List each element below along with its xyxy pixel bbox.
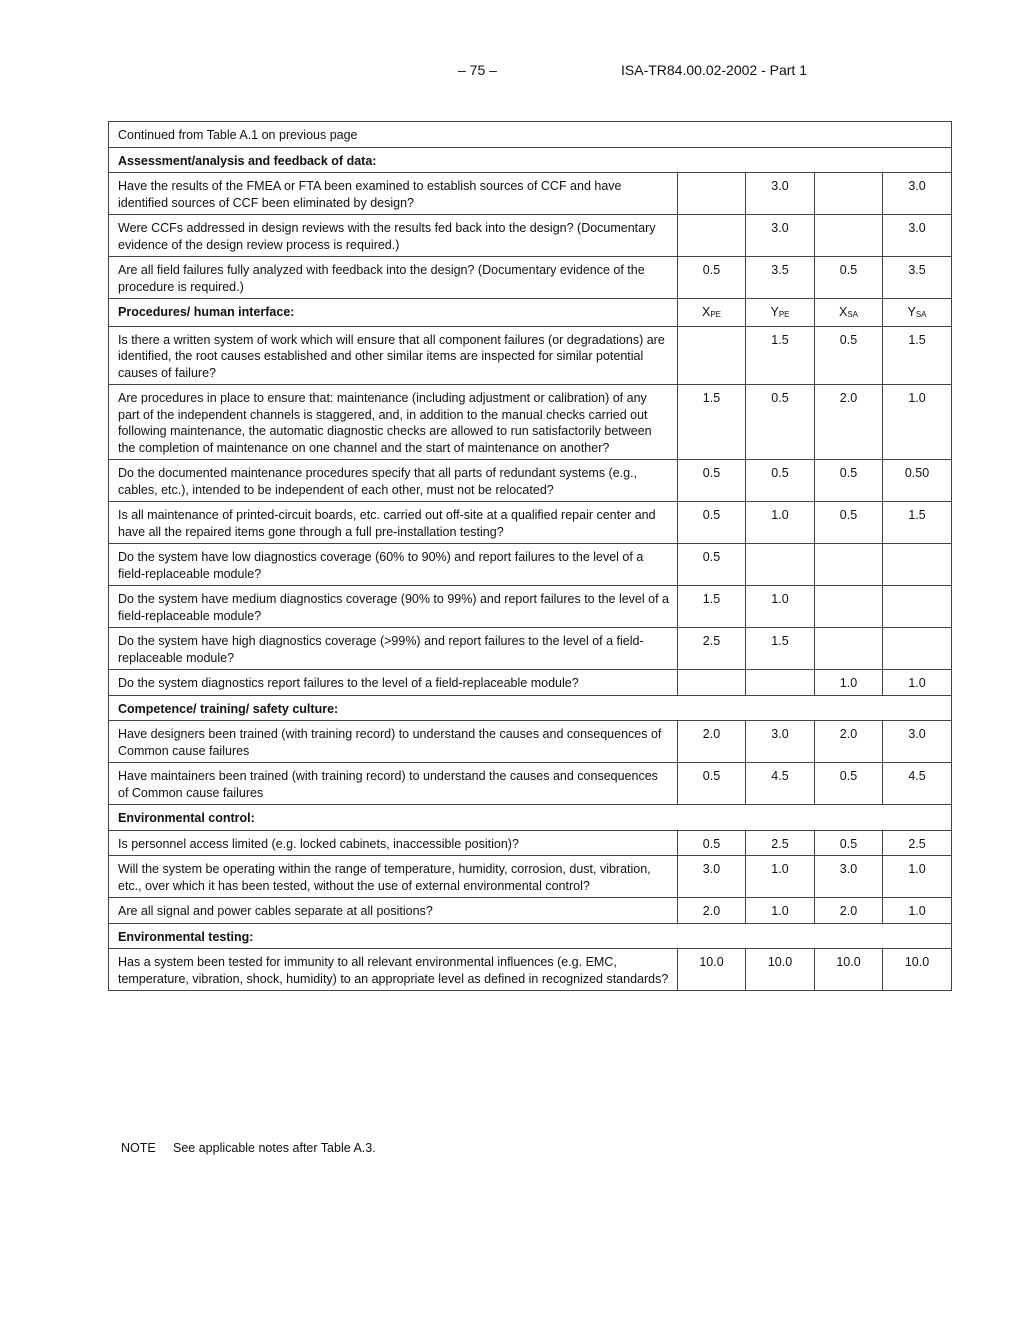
score-cell: 1.0 bbox=[746, 856, 815, 898]
score-cell: 1.5 bbox=[746, 326, 815, 385]
table-row bbox=[109, 763, 952, 805]
score-cell: 1.0 bbox=[883, 385, 952, 460]
question-cell: Is there a written system of work which will ensure that all component failures (or degradations) are identified, the root causes established and other similar items are inspected for similar potential causes of failure? bbox=[109, 326, 678, 385]
score-cell: 3.0 bbox=[746, 721, 815, 763]
score-cell: 10.0 bbox=[746, 949, 815, 991]
table-row bbox=[109, 460, 952, 502]
section-title: Procedures/ human interface: bbox=[109, 299, 678, 327]
table-row bbox=[109, 215, 952, 257]
continued-row bbox=[109, 122, 952, 148]
score-cell bbox=[746, 544, 815, 586]
score-cell: 2.5 bbox=[883, 830, 952, 856]
score-cell: 3.0 bbox=[746, 215, 815, 257]
table-row bbox=[109, 586, 952, 628]
score-cell: 2.5 bbox=[746, 830, 815, 856]
table-row bbox=[109, 544, 952, 586]
score-cell: 0.5 bbox=[815, 257, 883, 299]
score-cell: 1.0 bbox=[746, 898, 815, 924]
score-cell: 0.5 bbox=[678, 763, 746, 805]
score-cell bbox=[815, 586, 883, 628]
symbol-subscript: SA bbox=[847, 310, 858, 319]
section-header-row bbox=[109, 695, 952, 721]
score-cell: 3.0 bbox=[883, 215, 952, 257]
question-cell: Do the documented maintenance procedures specify that all parts of redundant systems (e.g., cables, etc.), intended to be independent of each other, must not be relocated? bbox=[109, 460, 678, 502]
score-cell: 0.5 bbox=[815, 502, 883, 544]
score-cell: 3.0 bbox=[815, 856, 883, 898]
score-cell: 1.0 bbox=[746, 502, 815, 544]
score-cell: 0.5 bbox=[815, 460, 883, 502]
score-cell: 0.50 bbox=[883, 460, 952, 502]
document-id: ISA-TR84.00.02-2002 - Part 1 bbox=[621, 62, 807, 78]
column-symbol bbox=[883, 299, 952, 327]
score-cell: 1.5 bbox=[883, 502, 952, 544]
score-cell: 1.0 bbox=[883, 856, 952, 898]
section-title: Environmental control: bbox=[109, 805, 952, 831]
ccf-scoring-table bbox=[108, 121, 952, 991]
score-cell: 0.5 bbox=[678, 257, 746, 299]
question-cell: Do the system have low diagnostics coverage (60% to 90%) and report failures to the level of a field-replaceable module? bbox=[109, 544, 678, 586]
score-cell: 3.5 bbox=[746, 257, 815, 299]
score-cell: 2.0 bbox=[678, 721, 746, 763]
table-row bbox=[109, 628, 952, 670]
table-row bbox=[109, 326, 952, 385]
score-cell: 0.5 bbox=[678, 544, 746, 586]
score-cell: 0.5 bbox=[746, 385, 815, 460]
question-cell: Do the system diagnostics report failures to the level of a field-replaceable module? bbox=[109, 670, 678, 696]
score-cell: 0.5 bbox=[678, 502, 746, 544]
score-cell: 2.0 bbox=[815, 721, 883, 763]
question-cell: Have designers been trained (with training record) to understand the causes and consequences of Common cause failures bbox=[109, 721, 678, 763]
score-cell: 3.0 bbox=[883, 173, 952, 215]
section-title: Environmental testing: bbox=[109, 923, 952, 949]
section-header-row bbox=[109, 147, 952, 173]
score-cell bbox=[815, 628, 883, 670]
score-cell bbox=[678, 173, 746, 215]
score-cell bbox=[678, 326, 746, 385]
score-cell: 0.5 bbox=[746, 460, 815, 502]
table-row bbox=[109, 830, 952, 856]
score-cell: 1.0 bbox=[815, 670, 883, 696]
question-cell: Do the system have high diagnostics coverage (>99%) and report failures to the level of a field-replaceable module? bbox=[109, 628, 678, 670]
column-symbol bbox=[815, 299, 883, 327]
symbol-subscript: PE bbox=[710, 310, 721, 319]
symbol-base: X bbox=[838, 305, 848, 319]
question-cell: Will the system be operating within the range of temperature, humidity, corrosion, dust, vibration, etc., over which it has been tested, without the use of external environmental control? bbox=[109, 856, 678, 898]
continued-note: Continued from Table A.1 on previous page bbox=[109, 122, 952, 148]
score-cell bbox=[815, 215, 883, 257]
score-cell: 10.0 bbox=[815, 949, 883, 991]
score-cell: 1.0 bbox=[746, 586, 815, 628]
score-cell bbox=[678, 670, 746, 696]
page-number: – 75 – bbox=[458, 62, 497, 78]
table-row bbox=[109, 670, 952, 696]
score-cell bbox=[746, 670, 815, 696]
score-cell: 4.5 bbox=[883, 763, 952, 805]
question-cell: Have the results of the FMEA or FTA been examined to establish sources of CCF and have identified sources of CCF been eliminated by design? bbox=[109, 173, 678, 215]
note-label: NOTE bbox=[121, 1141, 156, 1155]
question-cell: Are procedures in place to ensure that: maintenance (including adjustment or calibration) of any part of the independent channels is staggered, and, in addition to the manual checks carried out following maintenance, the automatic diagnostic checks are allowed to run satisfactorily between the completion of maintenance on one channel and the start of maintenance on another? bbox=[109, 385, 678, 460]
score-cell: 2.0 bbox=[678, 898, 746, 924]
score-cell: 1.5 bbox=[883, 326, 952, 385]
score-cell bbox=[883, 586, 952, 628]
score-cell bbox=[883, 544, 952, 586]
score-cell: 0.5 bbox=[815, 830, 883, 856]
column-symbol bbox=[746, 299, 815, 327]
score-cell: 4.5 bbox=[746, 763, 815, 805]
score-cell: 1.5 bbox=[678, 385, 746, 460]
symbol-base: Y bbox=[770, 305, 779, 319]
score-cell: 1.5 bbox=[678, 586, 746, 628]
score-cell: 0.5 bbox=[815, 763, 883, 805]
section-header-row bbox=[109, 923, 952, 949]
score-cell bbox=[815, 173, 883, 215]
question-cell: Are all signal and power cables separate at all positions? bbox=[109, 898, 678, 924]
symbol-base: X bbox=[701, 305, 711, 319]
question-cell: Has a system been tested for immunity to all relevant environmental influences (e.g. EMC, temperature, vibration, shock, humidity) to an appropriate level as defined in recognized standards? bbox=[109, 949, 678, 991]
section-header-row bbox=[109, 805, 952, 831]
score-cell: 2.0 bbox=[815, 898, 883, 924]
table-row bbox=[109, 949, 952, 991]
score-cell: 0.5 bbox=[678, 460, 746, 502]
question-cell: Do the system have medium diagnostics coverage (90% to 99%) and report failures to the level of a field-replaceable module? bbox=[109, 586, 678, 628]
note-text: See applicable notes after Table A.3. bbox=[173, 1141, 376, 1155]
score-cell: 10.0 bbox=[678, 949, 746, 991]
symbol-base: Y bbox=[907, 305, 916, 319]
section-header-row bbox=[109, 299, 952, 327]
score-cell bbox=[815, 544, 883, 586]
page-header bbox=[0, 62, 1024, 82]
table-row bbox=[109, 173, 952, 215]
question-cell: Have maintainers been trained (with training record) to understand the causes and consequences of Common cause failures bbox=[109, 763, 678, 805]
section-title: Competence/ training/ safety culture: bbox=[109, 695, 952, 721]
score-cell: 1.0 bbox=[883, 898, 952, 924]
score-cell: 1.5 bbox=[746, 628, 815, 670]
score-cell: 1.0 bbox=[883, 670, 952, 696]
score-cell bbox=[678, 215, 746, 257]
question-cell: Is personnel access limited (e.g. locked cabinets, inaccessible position)? bbox=[109, 830, 678, 856]
question-cell: Are all field failures fully analyzed with feedback into the design? (Documentary evidence of the procedure is required.) bbox=[109, 257, 678, 299]
score-cell: 3.0 bbox=[678, 856, 746, 898]
score-cell: 10.0 bbox=[883, 949, 952, 991]
score-cell: 2.0 bbox=[815, 385, 883, 460]
symbol-subscript: SA bbox=[915, 310, 927, 319]
question-cell: Were CCFs addressed in design reviews with the results fed back into the design? (Documentary evidence of the design review process is required.) bbox=[109, 215, 678, 257]
score-cell: 0.5 bbox=[815, 326, 883, 385]
column-symbol bbox=[678, 299, 746, 327]
score-cell bbox=[883, 628, 952, 670]
table-row bbox=[109, 856, 952, 898]
score-cell: 0.5 bbox=[678, 830, 746, 856]
table-row bbox=[109, 385, 952, 460]
table-row bbox=[109, 898, 952, 924]
section-title: Assessment/analysis and feedback of data: bbox=[109, 147, 952, 173]
score-cell: 2.5 bbox=[678, 628, 746, 670]
table-row bbox=[109, 257, 952, 299]
score-cell: 3.0 bbox=[746, 173, 815, 215]
table-row bbox=[109, 721, 952, 763]
score-cell: 3.5 bbox=[883, 257, 952, 299]
symbol-subscript: PE bbox=[778, 310, 790, 319]
question-cell: Is all maintenance of printed-circuit boards, etc. carried out off-site at a qualified repair center and have all the repaired items gone through a full pre-installation testing? bbox=[109, 502, 678, 544]
table-row bbox=[109, 502, 952, 544]
table-note bbox=[121, 1141, 376, 1155]
score-cell: 3.0 bbox=[883, 721, 952, 763]
